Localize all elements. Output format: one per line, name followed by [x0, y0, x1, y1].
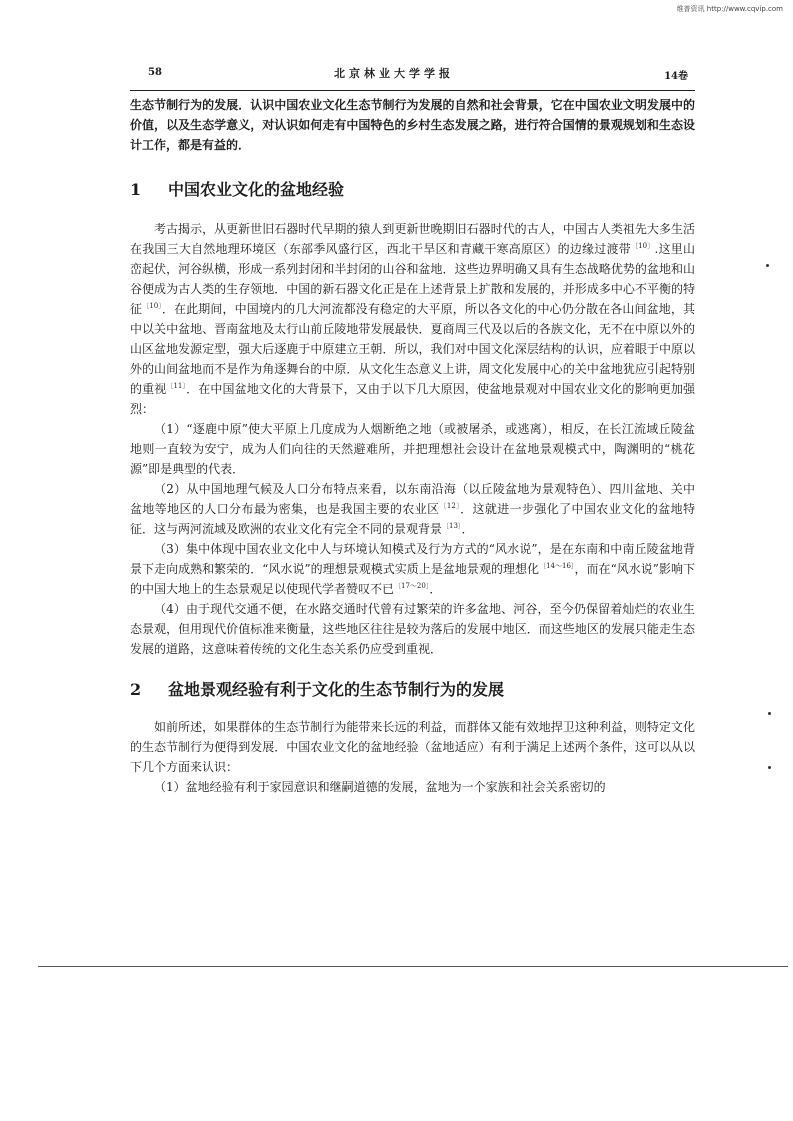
section-1-text-1: 考古揭示，从更新世旧石器时代早期的猿人到更新世晚期旧石器时代的古人，中国古人类祖先大多生活在我国三大自然地理环境区（东部季风盛行区，西北干旱区和青藏干寒高原区）的边缘过渡带 [130, 222, 695, 256]
list-item [130, 479, 695, 539]
section-1-paragraph [130, 219, 695, 419]
intro-paragraph: 生态节制行为的发展．认识中国农业文化生态节制行为发展的自然和社会背景，它在中国农业文明发展中的价值，以及生态学意义，对认识如何走有中国特色的乡村生态发展之路，进行符合国情的景观规划和生态设计工作，都是有益的． [130, 98, 695, 152]
list-item-text: （2）从中国地理气候及人口分布特点来看，以东南沿海（以丘陵盆地为景观特色）、四川盆地、关中盆地等地区的人口分布最为密集，也是我国主要的农业区 [130, 482, 695, 516]
header-rule [130, 90, 695, 91]
journal-name: 北京林业大学学报 [334, 67, 454, 80]
page-body [130, 95, 695, 797]
list-item-text: ，而在“风水说”影响下的中国大地上的生态景观足以使现代学者赞叹不已 [130, 562, 695, 596]
page-number: 58 [148, 67, 162, 78]
list-item: （4）由于现代交通不便，在水路交通时代曾有过繁荣的许多盆地、河谷，至今仍保留着灿烂的农业生态景观，但用现代价值标准来衡量，这些地区往往是较为落后的发展中地区．而这些地区的发展只能走生态发展的道路，这意味着传统的文化生态关系仍应受到重视． [130, 602, 695, 656]
list-item-text: ．这就进一步强化了中国农业文化的盆地特征．这与两河流域及欧洲的农业文化有完全不同的景观背景 [130, 502, 695, 536]
citation: 〔10〕 [142, 302, 162, 310]
scan-speck [766, 264, 769, 267]
section-2-title: 盆地景观经验有利于文化的生态节制行为的发展 [168, 680, 505, 699]
section-1-title: 中国农业文化的盆地经验 [168, 180, 345, 199]
citation: 〔14～16〕 [539, 562, 575, 570]
list-item-text: ． [429, 582, 442, 596]
watermark: 维普资讯 http://www.cqvip.com [676, 5, 783, 13]
section-2-heading [130, 679, 695, 701]
citation: 〔11〕 [166, 382, 187, 390]
list-item-text: （3）集中体现中国农业文化中人与环境认知模式及行为方式的“风水说”，是在东南和中南丘陵盆地背景下走向成熟和繁荣的．“风水说”的理想景观模式实质上是盆地景观的理想化 [130, 542, 695, 576]
section-1-text-4: ．在中国盆地文化的大背景下，又由于以下几大原因，使盆地景观对中国农业文化的影响更加强烈： [130, 382, 695, 416]
section-1-heading [130, 179, 695, 201]
list-item [130, 539, 695, 599]
section-1-text-3: ．在此期间，中国境内的几大河流都没有稳定的大平原，所以各文化的中心仍分散在各山间盆地，其中以关中盆地、晋南盆地及太行山前丘陵地带发展最快．夏商周三代及以后的各族文化，无不在中原以外的山区盆地发源定型，强大后逐鹿于中原建立王朝．所以，我们对中国文化深层结构的认识，应着眼于中原以外的山间盆地而不是作为角逐舞台的中原．从文化生态意义上讲，周文化发展中心的关中盆地犹应引起特别的重视 [130, 302, 695, 396]
section-1-text-2: .这里山峦起伏，河谷纵横，形成一系列封闭和半封闭的山谷和盆地．这些边界明确又具有生态战略优势的盆地和山谷便成为古人类的生存领地．中国的新石器文化正是在上述背景上扩散和发展的，并形成多中心不平衡的特征 [130, 242, 695, 316]
citation: 〔12〕 [439, 502, 461, 510]
list-item: （1）“逐鹿中原”使大平原上几度成为人烟断绝之地（或被屠杀，或逃离），相反，在长江流域丘陵盆地则一直较为安宁，成为人们向往的天然避难所，并把理想社会设计在盆地景观模式中，陶渊明的“桃花源”即是典型的代表． [130, 422, 695, 476]
citation: 〔17～20〕 [394, 582, 430, 590]
citation: 〔10〕 [630, 242, 655, 250]
section-1-number: 1 [130, 180, 142, 199]
section-2-paragraph: 如前所述，如果群体的生态节制行为能带来长远的利益，而群体又能有效地捍卫这种利益，则特定文化的生态节制行为便得到发展．中国农业文化的盆地经验（盆地适应）有利于满足上述两个条件，这可以从以下几个方面来认识： [130, 720, 695, 774]
citation: 〔13〕 [442, 522, 462, 530]
scan-speck [768, 712, 771, 715]
scan-speck [768, 766, 771, 769]
list-item-text: ． [461, 522, 474, 536]
section-2-number: 2 [130, 680, 142, 699]
list-item: （1）盆地经验有利于家园意识和继嗣道德的发展，盆地为一个家族和社会关系密切的 [154, 780, 606, 794]
volume-label: 14卷 [664, 71, 688, 82]
footer-rule [38, 966, 788, 967]
running-header [148, 65, 688, 83]
